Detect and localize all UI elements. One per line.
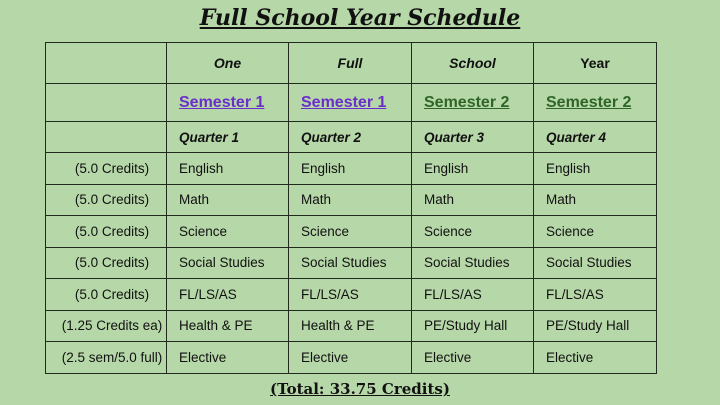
row-label: (5.0 Credits) (46, 216, 167, 248)
quarter-1-cell: Quarter 1 (167, 122, 289, 153)
quarter-2-cell: Quarter 2 (289, 122, 412, 153)
semester-2-link-q4[interactable]: Semester 2 (546, 93, 632, 111)
row-label: (5.0 Credits) (46, 279, 167, 311)
semester-cell (412, 84, 534, 122)
course-cell: Health & PE (289, 310, 412, 342)
row-label: (5.0 Credits) (46, 153, 167, 185)
semester-cell (534, 84, 657, 122)
course-cell: Social Studies (167, 247, 289, 279)
semester-cell-empty (46, 84, 167, 122)
semester-2-link-q3[interactable]: Semester 2 (424, 93, 510, 111)
header-cell-school: School (412, 43, 534, 84)
table-row-math (46, 184, 657, 216)
course-cell: Elective (534, 342, 657, 374)
course-cell: FL/LS/AS (412, 279, 534, 311)
course-cell: Social Studies (289, 247, 412, 279)
header-row (46, 43, 657, 84)
quarter-row (46, 122, 657, 153)
course-cell: FL/LS/AS (534, 279, 657, 311)
quarter-4-cell: Quarter 4 (534, 122, 657, 153)
course-cell: Science (289, 216, 412, 248)
header-cell-full: Full (289, 43, 412, 84)
table-row-science (46, 216, 657, 248)
course-cell: PE/Study Hall (412, 310, 534, 342)
course-cell: FL/LS/AS (289, 279, 412, 311)
course-cell: Social Studies (534, 247, 657, 279)
semester-cell (167, 84, 289, 122)
quarter-cell-empty (46, 122, 167, 153)
course-cell: English (412, 153, 534, 185)
semester-1-link-q2[interactable]: Semester 1 (301, 93, 387, 111)
row-label: (5.0 Credits) (46, 247, 167, 279)
row-label: (1.25 Credits ea) (46, 310, 167, 342)
course-cell: Elective (289, 342, 412, 374)
course-cell: English (534, 153, 657, 185)
schedule-table (45, 42, 657, 374)
header-cell-one: One (167, 43, 289, 84)
course-cell: Math (534, 184, 657, 216)
row-label: (2.5 sem/5.0 full) (46, 342, 167, 374)
table-row-fl-ls-as (46, 279, 657, 311)
course-cell: Elective (412, 342, 534, 374)
course-cell: Math (289, 184, 412, 216)
course-cell: PE/Study Hall (534, 310, 657, 342)
semester-row (46, 84, 657, 122)
course-cell: Math (167, 184, 289, 216)
table-row-english (46, 153, 657, 185)
course-cell: Health & PE (167, 310, 289, 342)
semester-cell (289, 84, 412, 122)
total-credits: (Total: 33.75 Credits) (270, 380, 450, 398)
table-row-health-pe (46, 310, 657, 342)
row-label: (5.0 Credits) (46, 184, 167, 216)
semester-1-link-q1[interactable]: Semester 1 (179, 93, 265, 111)
page-title: Full School Year Schedule (199, 5, 521, 31)
course-cell: Science (534, 216, 657, 248)
course-cell: English (289, 153, 412, 185)
course-cell: Math (412, 184, 534, 216)
header-cell-year: Year (534, 43, 657, 84)
quarter-3-cell: Quarter 3 (412, 122, 534, 153)
course-cell: Science (167, 216, 289, 248)
table-row-social-studies (46, 247, 657, 279)
table-row-elective (46, 342, 657, 374)
course-cell: Social Studies (412, 247, 534, 279)
course-cell: Science (412, 216, 534, 248)
course-cell: English (167, 153, 289, 185)
course-cell: Elective (167, 342, 289, 374)
course-cell: FL/LS/AS (167, 279, 289, 311)
header-cell-empty (46, 43, 167, 84)
